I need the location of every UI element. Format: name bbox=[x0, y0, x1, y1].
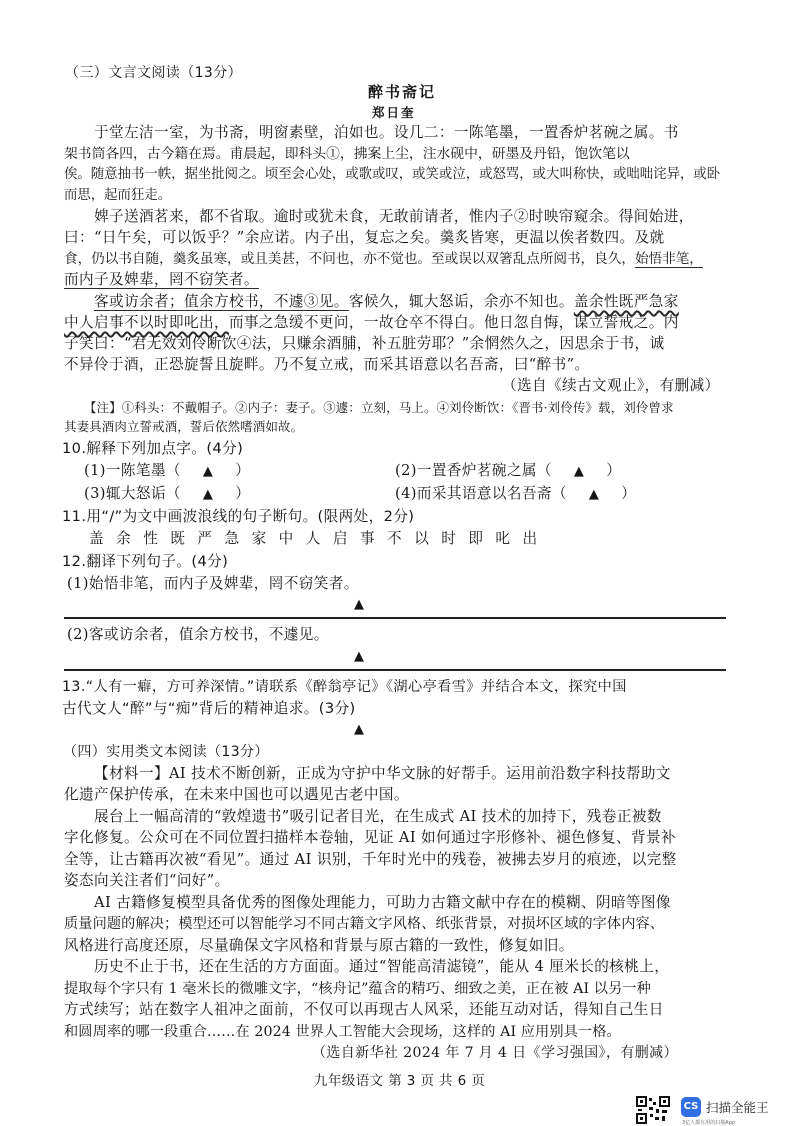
material-line: 和圆周率的哪一段重合……在 2024 世界人工智能大会现场，这样的 AI 应用别具一格。 bbox=[64, 1024, 621, 1040]
answer-blank[interactable]: ▲ bbox=[588, 487, 600, 502]
p3-line2-rest: 而事之急缓不更问，一故仓卒不得白。他日忽自悔，谋立誓戒之。内 bbox=[228, 314, 679, 331]
q10-close: ） bbox=[235, 462, 251, 479]
p3-line1-rest: 客候久，辄大怒诟，余亦不知也。 bbox=[348, 293, 574, 310]
q10-item1-label: (1)一陈笔墨（ bbox=[84, 462, 181, 479]
answer-blank[interactable]: ▲ bbox=[354, 649, 365, 664]
answer-line bbox=[64, 617, 726, 619]
underlined-sentence-2: 客或访余者；值余方校书，不遽③见。 bbox=[94, 293, 349, 310]
q10-prompt: 10.解释下列加点字。(4分) bbox=[62, 440, 244, 457]
p3-line4: 不异伶于酒，正恐旋誓且旋畔。乃不复立戒，而采其语意以名吾斋，曰“醉书”。 bbox=[64, 356, 590, 373]
p1-line1: 于堂左洁一室，为书斋，明窗素壁，泊如也。设几二：一陈笔墨，一置香炉茗碗之属。书 bbox=[94, 124, 679, 141]
q10-close: ） bbox=[606, 462, 622, 479]
essay-author: 郑日奎 bbox=[372, 105, 416, 120]
q10-item3-label: (3)辄大怒诟（ bbox=[84, 485, 181, 502]
q10-item2-label: (2)一置香炉茗碗之属（ bbox=[395, 462, 552, 479]
q10-close: ） bbox=[621, 485, 637, 502]
q10-item4 bbox=[395, 483, 636, 506]
underlined-sentence-1b: 而内子及婢辈，罔不窃笑者。 bbox=[64, 271, 259, 288]
answer-blank[interactable]: ▲ bbox=[573, 464, 585, 479]
p1-line3: 俟。随意抽书一帙，据坐批阅之。顷至会心处，或歌或叹，或笑或泣，或怒骂，或大叫称快，或咄咄诧异，或卧而思，起而狂走。 bbox=[64, 167, 721, 203]
p1-line2: 架书筒各四，古今籍在焉。甫晨起，即科头①，拂案上尘，注水砚中，研墨及丹铅，饱饮笔以 bbox=[64, 146, 630, 162]
material-line: 【材料一】AI 技术不断创新，正成为守护中华文脉的好帮手。运用前沿数字科技帮助文 bbox=[94, 765, 671, 782]
p2-line2: 曰：“日午矣，可以饭乎？”余应诺。内子出，复忘之矣。羹炙皆寒，更温以俟者数四。及就 bbox=[64, 229, 665, 246]
wavy-sentence-a: 盖余性既严急家 bbox=[573, 293, 679, 310]
camscanner-logo-icon: CS bbox=[681, 1097, 701, 1117]
note-line1: 【注】①科头：不戴帽子。②内子：妻子。③遽：立刻，马上。④刘伶断饮：《晋书·刘伶传》载，刘伶曾求 bbox=[84, 400, 674, 415]
p3-line3: 子笑曰：“君无效刘伶断饮④法，只赚余酒脯，补五脏劳耶？”余惘然久之，因思余于书，诚 bbox=[64, 335, 665, 352]
p3-line1 bbox=[94, 291, 679, 313]
material-line: 全等，让古籍再次被“看见”。通过 AI 识别，千年时光中的残卷，被拂去岁月的痕迹，以完整 bbox=[64, 851, 677, 868]
q10-item1 bbox=[84, 460, 250, 483]
p2-line4 bbox=[64, 269, 259, 291]
essay-source: （选自《续古文观止》，有删减） bbox=[502, 377, 720, 394]
answer-blank[interactable]: ▲ bbox=[354, 597, 365, 612]
essay-title: 醉书斋记 bbox=[368, 83, 437, 101]
underlined-sentence-1a: 始悟非笔， bbox=[634, 251, 703, 267]
section4-heading: （四）实用类文本阅读（13分） bbox=[63, 744, 269, 760]
p3-line2 bbox=[64, 312, 679, 334]
material-source: （选自新华社 2024 年 7 月 4 日《学习强国》，有删减） bbox=[312, 1045, 678, 1061]
answer-line bbox=[64, 669, 726, 671]
q13-line2 bbox=[62, 698, 356, 720]
answer-blank[interactable]: ▲ bbox=[354, 722, 365, 737]
answer-blank[interactable]: ▲ bbox=[202, 464, 214, 479]
q10-item3 bbox=[84, 483, 250, 506]
note-line2: 其妻具酒肉立誓戒酒，誓后依然嗜酒如故。 bbox=[64, 419, 304, 434]
material-line: 展台上一幅高清的“敦煌遗书”吸引记者目光，在生成式 AI 技术的加持下，残卷正被数 bbox=[94, 808, 662, 825]
q12-prompt: 12.翻译下列句子。(4分) bbox=[62, 553, 229, 570]
section3-heading: （三）文言文阅读（13分） bbox=[65, 65, 243, 81]
material-line: 历史不止于书，还在生活的方方面面。通过“智能高清滤镜”，能从 4 厘米长的核桃上， bbox=[94, 958, 670, 975]
watermark-brand: 扫描全能王 bbox=[706, 1100, 769, 1115]
q13-score: (3分) bbox=[318, 700, 356, 717]
q11-prompt: 11.用“/”为文中画波浪线的句子断句。(限两处，2分) bbox=[62, 508, 415, 525]
q12-sentence1: (1)始悟非笔，而内子及婢辈，罔不窃笑者。 bbox=[67, 575, 359, 592]
q12-sentence2: (2)客或访余者，值余方校书，不遽见。 bbox=[67, 626, 329, 643]
p2-line3-text: 食，仍以书自随，羹炙虽寒，或且美甚，不问也，亦不觉也。至或误以双箸乱点所阅书，良久， bbox=[64, 251, 635, 267]
q10-item4-label: (4)而采其语意以名吾斋（ bbox=[395, 485, 567, 502]
material-line: AI 古籍修复模型具备优秀的图像处理能力，可助力古籍文献中存在的模糊、阴暗等图像 bbox=[94, 894, 671, 911]
qr-code-icon bbox=[636, 1096, 670, 1124]
p2-line3 bbox=[64, 248, 703, 270]
material-line: 质量问题的解决；模型还可以智能学习不同古籍文字风格、纸张背景，对损坏区域的字体内容、 bbox=[64, 916, 665, 932]
material-line: 风格进行高度还原，尽量确保文字风格和背景与原古籍的一致性，修复如旧。 bbox=[64, 937, 574, 954]
watermark-subtitle: 3亿人都在用的扫描App bbox=[682, 1120, 735, 1126]
q10-item2 bbox=[395, 460, 621, 483]
material-line: 化遗产保护传承，在未来中国也可以遇见古老中国。 bbox=[64, 786, 409, 803]
q13-line1: 13.“人有一癖，方可养深情。”请联系《醉翁亭记》《湖心亭看雪》并结合本文，探究中国 bbox=[62, 679, 627, 695]
material-line: 姿态向关注者们“问好”。 bbox=[64, 872, 230, 889]
page-footer: 九年级语文 第 3 页 共 6 页 bbox=[314, 1073, 486, 1089]
wavy-sentence-b: 中人启事不以时即叱出， bbox=[64, 314, 229, 331]
q13-line2-text: 古代文人“醉”与“痴”背后的精神追求。 bbox=[62, 700, 319, 717]
q10-close: ） bbox=[235, 485, 251, 502]
answer-blank[interactable]: ▲ bbox=[202, 487, 214, 502]
p2-line1: 婢子送酒茗来，都不省取。逾时或犹未食，无敢前请者，惟内子②时映帘窥余。得间始进， bbox=[94, 208, 694, 225]
material-line: 方式续写；站在数字人祖冲之面前，不仅可以再现古人风采，还能互动对话，得知自己生日 bbox=[64, 1001, 664, 1018]
q11-sentence[interactable]: 盖余性既严急家中人启事不以时即叱出 bbox=[89, 530, 550, 547]
material-line: 字化修复。公众可在不同位置扫描样本卷轴，见证 AI 如何通过字形修补、褪色修复、背景补 bbox=[64, 829, 676, 846]
material-line: 提取每个字只有 1 毫米长的微雕文字，“核舟记”蕴含的精巧、细致之美，正在被 AI 以另一种 bbox=[64, 981, 651, 997]
